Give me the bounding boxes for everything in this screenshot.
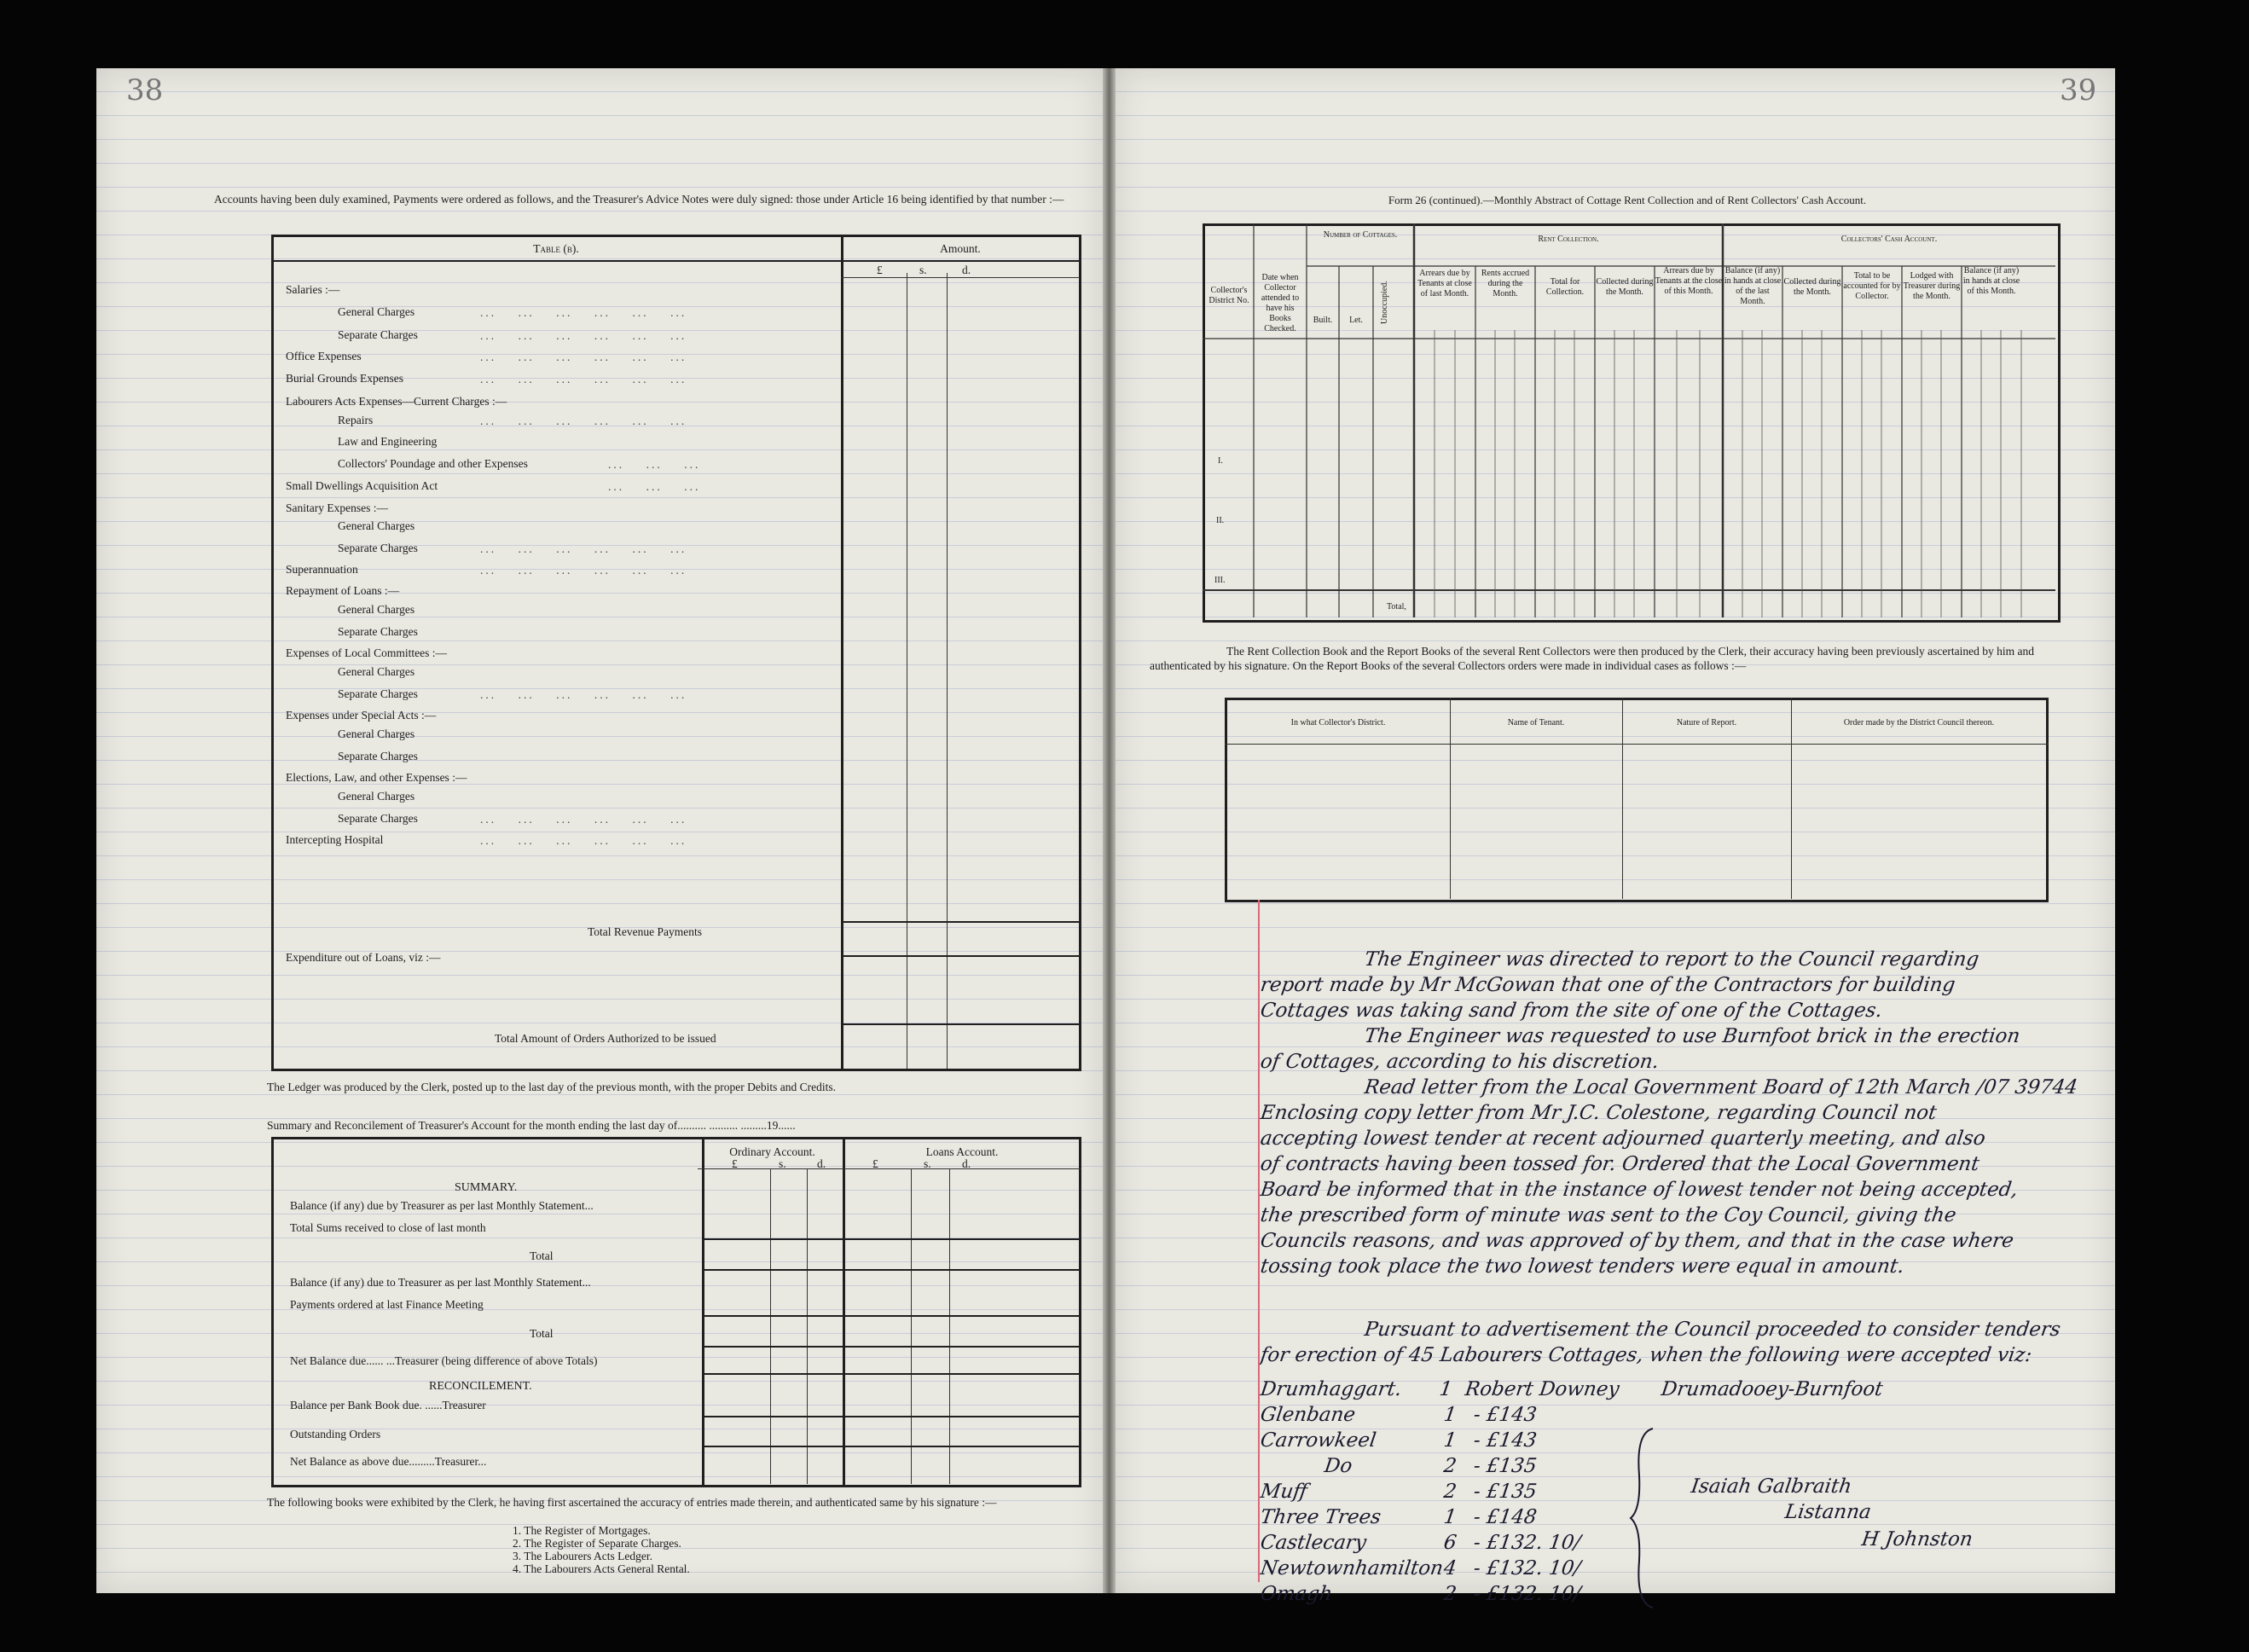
row-separate-charges: Separate Charges (338, 542, 418, 554)
handwritten-line: Read letter from the Local Government Board of 12th March /07 39744 (1363, 1076, 2079, 1098)
row-separate-charges: Separate Charges (338, 328, 418, 341)
currency-pound: £ (872, 1157, 878, 1170)
handwritten-line: tossing took place the two lowest tenders were equal in amount. (1259, 1255, 1906, 1278)
summary-row-balance-due-by: Balance (if any) due by Treasurer as per last Monthly Statement... (290, 1199, 594, 1212)
tender-place: Castlecary (1259, 1532, 1368, 1554)
group-header-cottages: Number of Cottages. (1323, 230, 1398, 240)
ledger-text: The Ledger was produced by the Clerk, posted up to the last day of the previous month, with the proper Debits and Credits. (267, 1081, 836, 1093)
handwritten-line: accepting lowest tender at recent adjourned quarterly meeting, and also (1259, 1127, 1987, 1150)
tender-price: - £132. 10/ (1472, 1557, 1583, 1580)
col-lodged-treasurer: Lodged with Treasurer during the Month. (1903, 271, 1961, 301)
col-collected: Collected during the Month. (1596, 277, 1654, 297)
row-separate-charges: Separate Charges (338, 625, 418, 638)
row-general-charges: General Charges (338, 665, 415, 678)
tender-place: Omagh (1259, 1583, 1334, 1605)
left-page: 38 Accounts having been duly examined, Payments were ordered as follows, and the Treasurer's Advice Notes were duly signed: those under Article 16 being identified by that number :— Table (b). Amount. £ s. d. Salaries :— General Charges Separate Charges Office Expenses Burial Grounds Expenses Labourers Acts Expenses—Current Charges :— Repairs Law and Engineering Collectors' Poundage and other Expenses Small Dwellings Acquisition Act Sanitary Expenses :— General Charges Separate Charges Superannuation Repayment of Loans :— General Charges Separate Charges Expenses of Local Committees :— General Charges Separate Charges Expenses under Special Acts :— General Charges Separate Charges Elections, Law, and other Expenses :— General Charges Separate Charges Intercepting Hospital ... ... ... ... ... ... ... ... ... ... ... ... ... ... ... ... ... ... ... ... ... ... ... ... ... ... ... ... ... ... ... ... ... ... ... ... ... ... ... ... ... ... ... ... ... ... ... ... ... ... ... ... ... ... ... ... ... ... ... ... ... ... ... ... ... ... Total Revenue Payments Expenditure out of Loans, viz :— Total Amount of Orders Authorized to be issued The Ledger was produced by the Clerk, posted up to the last day of the previous month, with the proper Debits and Credits. Summary and Reconcilement of Treasurer's Account for the month ending the last day of.......... .......... .........19...... Ordinary Account. Loans Account. £ s. d. £ s. d. SUMMARY. Balance (if any) due by Treasurer as per last Monthly Statement... Total Sums received to close of last month Total Balance (if any) due to Treasurer as per last Monthly Statement... Payments ordered at last Finance Meeting Total Net Balance due...... ...Treasurer (being difference of above Totals) RECONCILEMENT. Balance per Bank Book due. ......Treasurer Outstanding Orders Net Balance as above due.........Treasurer... The following books were exhibited by the Clerk, he having first ascertained the accuracy of entries made therein, and authenticated same by his signature :— 1. The Register of Mortgages. 2. The Register of Separate Charges. 3. The Labourers Acts Ledger. 4. The Labourers Acts General Rental. (96, 68, 1103, 1593)
currency-pence: d. (817, 1157, 826, 1170)
book-gutter (1103, 68, 1116, 1593)
tender-place: Glenbane (1259, 1404, 1357, 1426)
report-table (1225, 698, 2049, 902)
tender-price: - £148 (1472, 1506, 1539, 1528)
currency-pence: d. (962, 1157, 971, 1170)
intro-text: Accounts having been duly examined, Payments were ordered as follows, and the Treasurer's Advice Notes were duly signed: those under Article 16 being identified by that number :— (214, 193, 1064, 206)
contractor-address: Listanna (1783, 1501, 1873, 1523)
row-superannuation: Superannuation (286, 563, 358, 576)
summary-row-bank-book: Balance per Bank Book due. ......Treasurer (290, 1399, 486, 1411)
handwritten-line: Pursuant to advertisement the Council proceeded to consider tenders (1363, 1319, 2062, 1341)
row-repairs: Repairs (338, 414, 374, 426)
col-collectors-district: Collector's District No. (1209, 286, 1249, 305)
tender-qty: 1 (1438, 1378, 1454, 1400)
book-item: 2. The Register of Separate Charges. (513, 1537, 681, 1550)
right-page (1116, 68, 2115, 1605)
handwritten-line: the prescribed form of minute was sent to the Coy Council, giving the (1259, 1204, 1958, 1226)
handwritten-line: The Engineer was directed to report to the Council regarding (1363, 948, 1981, 971)
col-total-accounted: Total to be accounted for by Collector. (1843, 271, 1901, 301)
report-col-nature: Nature of Report. (1676, 718, 1737, 727)
books-text: The following books were exhibited by the Clerk, he having first ascertained the accuracy of entries made therein, and authenticated same by his signature :— (267, 1496, 997, 1509)
tender-qty: 1 (1442, 1429, 1458, 1452)
tender-qty: 2 (1442, 1583, 1458, 1605)
total-orders-authorized: Total Amount of Orders Authorized to be issued (495, 1032, 716, 1045)
summary-row-total: Total (530, 1249, 554, 1262)
col-collected-month: Collected during the Month. (1783, 277, 1841, 297)
col-balance-last: Balance (if any) in hands at close of the last Month. (1724, 266, 1782, 306)
tender-qty: 2 (1442, 1481, 1458, 1503)
total-label: Total, (1387, 602, 1406, 612)
handwritten-line: report made by Mr McGowan that one of the Contractors for building (1259, 974, 1957, 996)
tender-price: - £143 (1472, 1429, 1539, 1452)
tender-qty: 6 (1442, 1532, 1458, 1554)
currency-shilling: s. (919, 264, 927, 276)
handwritten-line: of Cottages, according to his discretion. (1259, 1051, 1661, 1073)
handwritten-line: for erection of 45 Labourers Cottages, when the following were accepted viz: (1259, 1344, 2034, 1366)
tender-price: - £132. 10/ (1472, 1583, 1583, 1605)
table-b-title: Table (b). (533, 242, 579, 255)
row-labourers-acts: Labourers Acts Expenses—Current Charges :— (286, 395, 507, 408)
row-general-charges: General Charges (338, 790, 415, 803)
summary-title: SUMMARY. (455, 1181, 518, 1194)
col-balance-this: Balance (if any) in hands at close of this Month. (1962, 266, 2020, 296)
handwritten-line: of contracts having been tossed for. Ordered that the Local Government (1259, 1153, 1981, 1175)
district-row-label: I. (1218, 456, 1223, 466)
form-26-title: Form 26 (continued).—Monthly Abstract of Cottage Rent Collection and of Rent Collectors' Cash Account. (1388, 194, 1867, 206)
tender-location: Drumadooey-Burnfoot (1660, 1378, 1885, 1400)
tender-price: - £135 (1472, 1455, 1539, 1477)
tender-place: Drumhaggart. (1259, 1378, 1404, 1400)
row-collectors-poundage: Collectors' Poundage and other Expenses (338, 457, 528, 470)
col-built: Built. (1313, 316, 1333, 325)
summary-row-outstanding-orders: Outstanding Orders (290, 1428, 381, 1440)
page-number-left: 38 (126, 73, 164, 107)
expenditure-out-of-loans: Expenditure out of Loans, viz :— (286, 951, 441, 964)
row-general-charges: General Charges (338, 727, 415, 740)
contractor-name: H Johnston (1860, 1528, 1974, 1551)
row-small-dwellings: Small Dwellings Acquisition Act (286, 479, 438, 492)
summary-row-total-received: Total Sums received to close of last month (290, 1221, 486, 1234)
report-col-order: Order made by the District Council thereon. (1843, 718, 1995, 727)
handwritten-line: Cottages was taking sand from the site of one of the Cottages. (1259, 1000, 1884, 1022)
loans-account-header: Loans Account. (925, 1145, 999, 1158)
handwritten-line: The Engineer was requested to use Burnfoot brick in the erection (1363, 1025, 2022, 1047)
row-separate-charges: Separate Charges (338, 687, 418, 700)
row-general-charges: General Charges (338, 305, 415, 318)
book-item: 4. The Labourers Acts General Rental. (513, 1562, 690, 1575)
row-special-acts: Expenses under Special Acts :— (286, 709, 437, 722)
red-margin-line (1258, 900, 1260, 1582)
handwritten-line: Board be informed that in the instance of lowest tender not being accepted, (1259, 1179, 2020, 1201)
row-repayment-loans: Repayment of Loans :— (286, 584, 400, 597)
tender-contractor: Robert Downey (1464, 1378, 1621, 1400)
currency-pound: £ (732, 1157, 738, 1170)
tender-qty: 2 (1442, 1455, 1458, 1477)
total-revenue-payments: Total Revenue Payments (588, 925, 703, 938)
tender-price: - £132. 10/ (1472, 1532, 1583, 1554)
row-elections-law: Elections, Law, and other Expenses :— (286, 771, 467, 784)
report-col-tenant: Name of Tenant. (1507, 718, 1565, 727)
tender-qty: 1 (1442, 1506, 1458, 1528)
book-item: 1. The Register of Mortgages. (513, 1524, 651, 1537)
row-burial-grounds: Burial Grounds Expenses (286, 372, 403, 385)
row-general-charges: General Charges (338, 519, 415, 532)
currency-shilling: s. (779, 1157, 786, 1170)
row-separate-charges: Separate Charges (338, 812, 418, 825)
reconcilement-title: RECONCILEMENT. (429, 1380, 532, 1393)
currency-shilling: s. (924, 1157, 931, 1170)
col-rents-accrued: Rents accrued during the Month. (1481, 269, 1530, 299)
row-law-engineering: Law and Engineering (338, 435, 438, 448)
book-item: 3. The Labourers Acts Ledger. (513, 1550, 652, 1562)
row-local-committees: Expenses of Local Committees :— (286, 646, 447, 659)
summary-heading: Summary and Reconcilement of Treasurer's Account for the month ending the last day of.......... .......... .........19...... (267, 1119, 796, 1132)
handwritten-line: Councils reasons, and was approved of by them, and that in the case where (1259, 1230, 2015, 1252)
group-header-cash-account: Collectors' Cash Account. (1840, 235, 1938, 244)
currency-pence: d. (962, 264, 971, 276)
amount-header: Amount. (940, 242, 981, 255)
summary-row-total: Total (530, 1327, 554, 1340)
group-header-rent-collection: Rent Collection. (1538, 235, 1599, 244)
report-col-district: In what Collector's District. (1290, 718, 1386, 727)
col-total-collection: Total for Collection. (1545, 277, 1585, 297)
tender-place: Three Trees (1259, 1506, 1382, 1528)
tender-place: Carrowkeel (1259, 1429, 1378, 1452)
tender-qty: 1 (1442, 1404, 1458, 1426)
col-let: Let. (1349, 316, 1363, 325)
currency-pound: £ (877, 264, 883, 276)
summary-table (271, 1137, 1081, 1487)
row-office-expenses: Office Expenses (286, 350, 362, 362)
tender-qty: 4 (1442, 1557, 1458, 1580)
tender-place: Do (1323, 1455, 1354, 1477)
tender-price: - £143 (1472, 1404, 1539, 1426)
ordinary-account-header: Ordinary Account. (729, 1145, 815, 1158)
tender-place: Muff (1259, 1481, 1309, 1503)
col-arrears-this: Arrears due by Tenants at the close of this Month. (1655, 266, 1723, 296)
district-row-label: II. (1216, 516, 1225, 525)
tender-price: - £135 (1472, 1481, 1539, 1503)
row-sanitary-expenses: Sanitary Expenses :— (286, 501, 388, 514)
col-arrears-last: Arrears due by Tenants at close of last Month. (1417, 269, 1472, 299)
page-number-right: 39 (2060, 73, 2097, 107)
summary-row-payments-ordered: Payments ordered at last Finance Meeting (290, 1298, 484, 1311)
col-date-checked: Date when Collector attended to have his Books Checked. (1261, 273, 1300, 333)
rent-books-text: The Rent Collection Book and the Report Books of the several Rent Collectors were then produced by the Clerk, their accuracy having been previously ascertained by him and authenticated by his signature. On the Report Books of the several Collectors orders were made in individual cases as follows :— (1150, 645, 2034, 672)
handwritten-line: Enclosing copy letter from Mr J.C. Colestone, regarding Council not (1259, 1102, 1939, 1124)
tender-place: Newtownhamilton (1259, 1557, 1445, 1580)
contractor-name: Isaiah Galbraith (1690, 1475, 1853, 1498)
summary-row-net-balance: Net Balance due...... ...Treasurer (being difference of above Totals) (290, 1354, 598, 1367)
row-general-charges: General Charges (338, 603, 415, 616)
row-salaries: Salaries :— (286, 283, 340, 296)
row-separate-charges: Separate Charges (338, 750, 418, 762)
district-row-label: III. (1214, 576, 1226, 585)
summary-row-balance-due-to: Balance (if any) due to Treasurer as per last Monthly Statement... (290, 1276, 591, 1289)
row-intercepting-hospital: Intercepting Hospital (286, 833, 384, 846)
col-unoccupied: Unoccupied. (1380, 281, 1389, 324)
summary-row-net-balance-as-above: Net Balance as above due.........Treasurer... (290, 1455, 487, 1468)
brace-mark (1627, 1424, 1661, 1612)
